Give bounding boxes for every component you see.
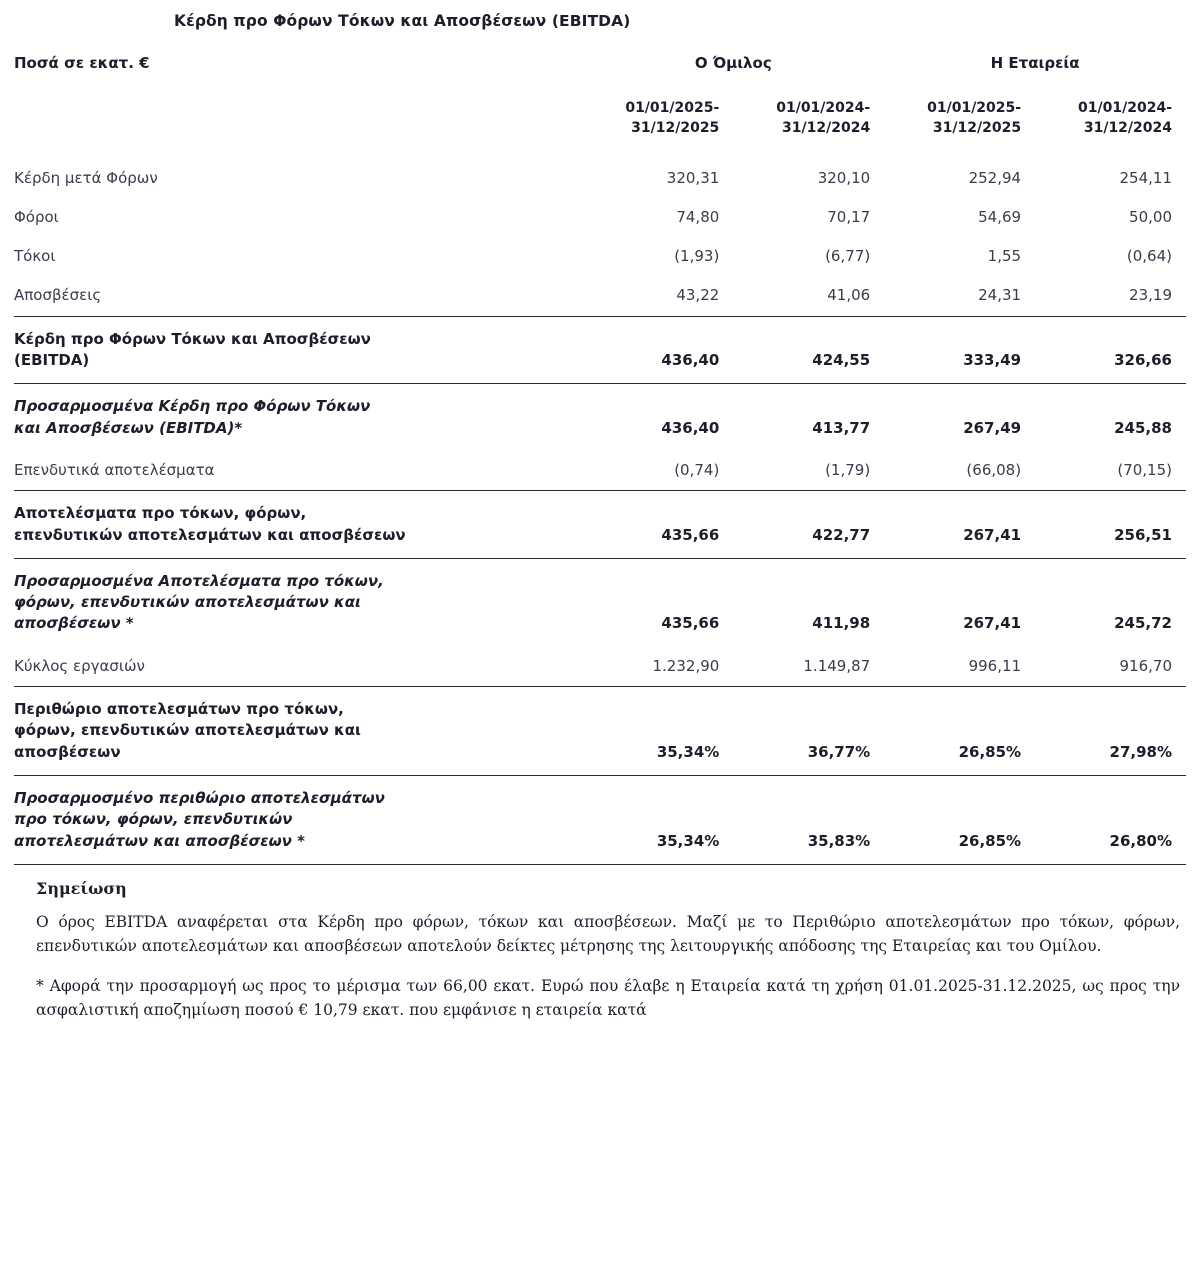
period-header-2-line1: 01/01/2024- — [776, 100, 871, 116]
period-header-1 — [582, 88, 733, 159]
table-row — [14, 237, 1186, 276]
row-value: 413,77 — [733, 384, 884, 451]
row-value: 1.232,90 — [652, 656, 720, 675]
row-value: 435,66 — [582, 558, 733, 646]
row-value: 411,98 — [733, 558, 884, 646]
row-label-line3: αποσβέσεων — [14, 742, 121, 761]
row-value: 54,69 — [978, 207, 1022, 226]
table-row — [14, 451, 1186, 491]
row-value: 254,11 — [1119, 168, 1172, 187]
group-header-omilos: Ο Όμιλος — [694, 54, 772, 72]
row-value: (0,64) — [1126, 247, 1172, 266]
row-value: 50,00 — [1129, 207, 1172, 226]
row-value: 74,80 — [676, 207, 720, 226]
row-value: 245,88 — [1035, 384, 1186, 451]
row-label: Κέρδη μετά Φόρων — [14, 168, 158, 187]
table-row-margin — [14, 687, 1186, 776]
row-label: Φόροι — [14, 207, 59, 226]
row-value: (0,74) — [674, 460, 720, 479]
units-label: Ποσά σε εκατ. € — [14, 54, 150, 72]
row-value: 267,41 — [884, 558, 1035, 646]
period-header-3-line1: 01/01/2025- — [927, 100, 1022, 116]
period-header-4 — [1035, 88, 1186, 159]
row-label — [14, 316, 582, 384]
row-label-line3: αποτελεσμάτων και αποσβέσεων * — [14, 831, 305, 850]
table-row-turnover — [14, 647, 1186, 687]
row-label-line1: Κέρδη προ Φόρων Τόκων και Αποσβέσεων — [14, 329, 371, 348]
page-title: Κέρδη προ Φόρων Τόκων και Αποσβέσεων (EBITDA) — [174, 12, 631, 30]
row-value: (1,79) — [825, 460, 871, 479]
table-row-ebitda-before-investing — [14, 491, 1186, 559]
row-value: (66,08) — [966, 460, 1022, 479]
row-label-line1: Προσαρμοσμένο περιθώριο αποτελεσμάτων — [14, 788, 385, 807]
row-value: 1.149,87 — [803, 656, 871, 675]
row-label-line2: (EBITDA) — [14, 351, 90, 370]
row-label — [14, 687, 582, 776]
row-value: 320,10 — [817, 168, 871, 187]
row-label-line2: επενδυτικών αποτελεσμάτων και αποσβέσεων — [14, 525, 406, 544]
row-label-line2: φόρων, επενδυτικών αποτελεσμάτων και — [14, 593, 361, 612]
row-value: 26,80% — [1035, 775, 1186, 864]
row-value: (70,15) — [1117, 460, 1172, 479]
ebitda-table — [14, 48, 1186, 865]
period-header-2 — [733, 88, 884, 159]
row-label-line1: Προσαρμοσμένα Αποτελέσματα προ τόκων, — [14, 571, 384, 590]
row-value: 916,70 — [1119, 656, 1172, 675]
period-header-1-line2: 31/12/2025 — [631, 120, 720, 137]
row-label: Τόκοι — [14, 247, 56, 266]
header-row-periods — [14, 88, 1186, 159]
row-label: Κύκλος εργασιών — [14, 656, 145, 675]
row-label-line1: Αποτελέσματα προ τόκων, φόρων, — [14, 504, 307, 523]
row-label: Επενδυτικά αποτελέσματα — [14, 460, 215, 479]
period-header-3-line2: 31/12/2025 — [932, 120, 1022, 137]
row-label — [14, 384, 582, 451]
row-value: 35,83% — [733, 775, 884, 864]
row-value: (1,93) — [674, 247, 720, 266]
row-value: 43,22 — [676, 286, 720, 305]
row-value: 320,31 — [666, 168, 720, 187]
row-label-line2: φόρων, επενδυτικών αποτελεσμάτων και — [14, 721, 361, 740]
row-value: 252,94 — [968, 168, 1022, 187]
row-value: 27,98% — [1035, 687, 1186, 776]
row-value: 41,06 — [827, 286, 871, 305]
header-row-groups — [14, 48, 1186, 88]
row-label — [14, 558, 582, 646]
row-label — [14, 775, 582, 864]
note-section — [14, 865, 1186, 1022]
row-label-line3: αποσβέσεων * — [14, 614, 134, 633]
group-header-etaireia: Η Εταιρεία — [990, 54, 1080, 72]
period-header-4-line2: 31/12/2024 — [1083, 120, 1172, 137]
row-value: 256,51 — [1035, 491, 1186, 559]
note-paragraph-2: * Αφορά την προσαρμογή ως προς το μέρισμα των 66,00 εκατ. Ευρώ που έλαβε η Εταιρεία κατά τη χρήση 01.01.2025-31.12.2025, ως προς την ασφαλιστική αποζημίωση ποσού € 10,79 εκατ. που εμφάνισε η εταιρεία κατά — [36, 976, 1180, 1019]
row-value: 35,34% — [582, 775, 733, 864]
row-value: 333,49 — [884, 316, 1035, 384]
note-title: Σημείωση — [36, 878, 127, 898]
row-label-line1: Περιθώριο αποτελεσμάτων προ τόκων, — [14, 700, 344, 719]
table-row-adjusted-ebitda-before-investing — [14, 558, 1186, 646]
period-header-1-line1: 01/01/2025- — [625, 100, 720, 116]
table-row — [14, 276, 1186, 316]
row-value: 36,77% — [733, 687, 884, 776]
row-value: 267,41 — [884, 491, 1035, 559]
table-row — [14, 159, 1186, 198]
row-value: 26,85% — [884, 687, 1035, 776]
row-value: 436,40 — [582, 384, 733, 451]
row-value: 996,11 — [968, 656, 1022, 675]
row-label-line2: και Αποσβέσεων (EBITDA)* — [14, 418, 243, 437]
period-header-4-line1: 01/01/2024- — [1078, 100, 1172, 116]
row-value: 24,31 — [978, 286, 1022, 305]
row-value: 436,40 — [582, 316, 733, 384]
period-header-3 — [884, 88, 1035, 159]
row-value: 435,66 — [582, 491, 733, 559]
row-value: 70,17 — [827, 207, 871, 226]
row-value: 267,49 — [884, 384, 1035, 451]
table-row-adjusted-margin — [14, 775, 1186, 864]
table-row-ebitda — [14, 316, 1186, 384]
row-value: 424,55 — [733, 316, 884, 384]
row-value: 1,55 — [987, 247, 1022, 266]
row-value: 23,19 — [1129, 286, 1172, 305]
row-value: 326,66 — [1035, 316, 1186, 384]
note-paragraph-1: Ο όρος EBITDA αναφέρεται στα Κέρδη προ φόρων, τόκων και αποσβέσεων. Μαζί με το Περιθώριο αποτελεσμάτων προ τόκων, φόρων, επενδυτικών αποτελεσμάτων και αποσβέσεων αποτελούν δείκτες μέτρησης της λειτουργικής απόδοσης της Εταιρείας και του Ομίλου. — [36, 912, 1180, 955]
row-label-line1: Προσαρμοσμένα Κέρδη προ Φόρων Τόκων — [14, 397, 371, 416]
row-label: Αποσβέσεις — [14, 286, 102, 305]
table-header — [14, 48, 1186, 159]
table-row-adjusted-ebitda — [14, 384, 1186, 451]
row-value: 26,85% — [884, 775, 1035, 864]
row-value: 245,72 — [1035, 558, 1186, 646]
table-row — [14, 198, 1186, 237]
row-value: 35,34% — [582, 687, 733, 776]
row-label — [14, 491, 582, 559]
row-value: (6,77) — [825, 247, 871, 266]
period-header-2-line2: 31/12/2024 — [782, 120, 871, 137]
row-value: 422,77 — [733, 491, 884, 559]
row-label-line2: προ τόκων, φόρων, επενδυτικών — [14, 810, 293, 829]
